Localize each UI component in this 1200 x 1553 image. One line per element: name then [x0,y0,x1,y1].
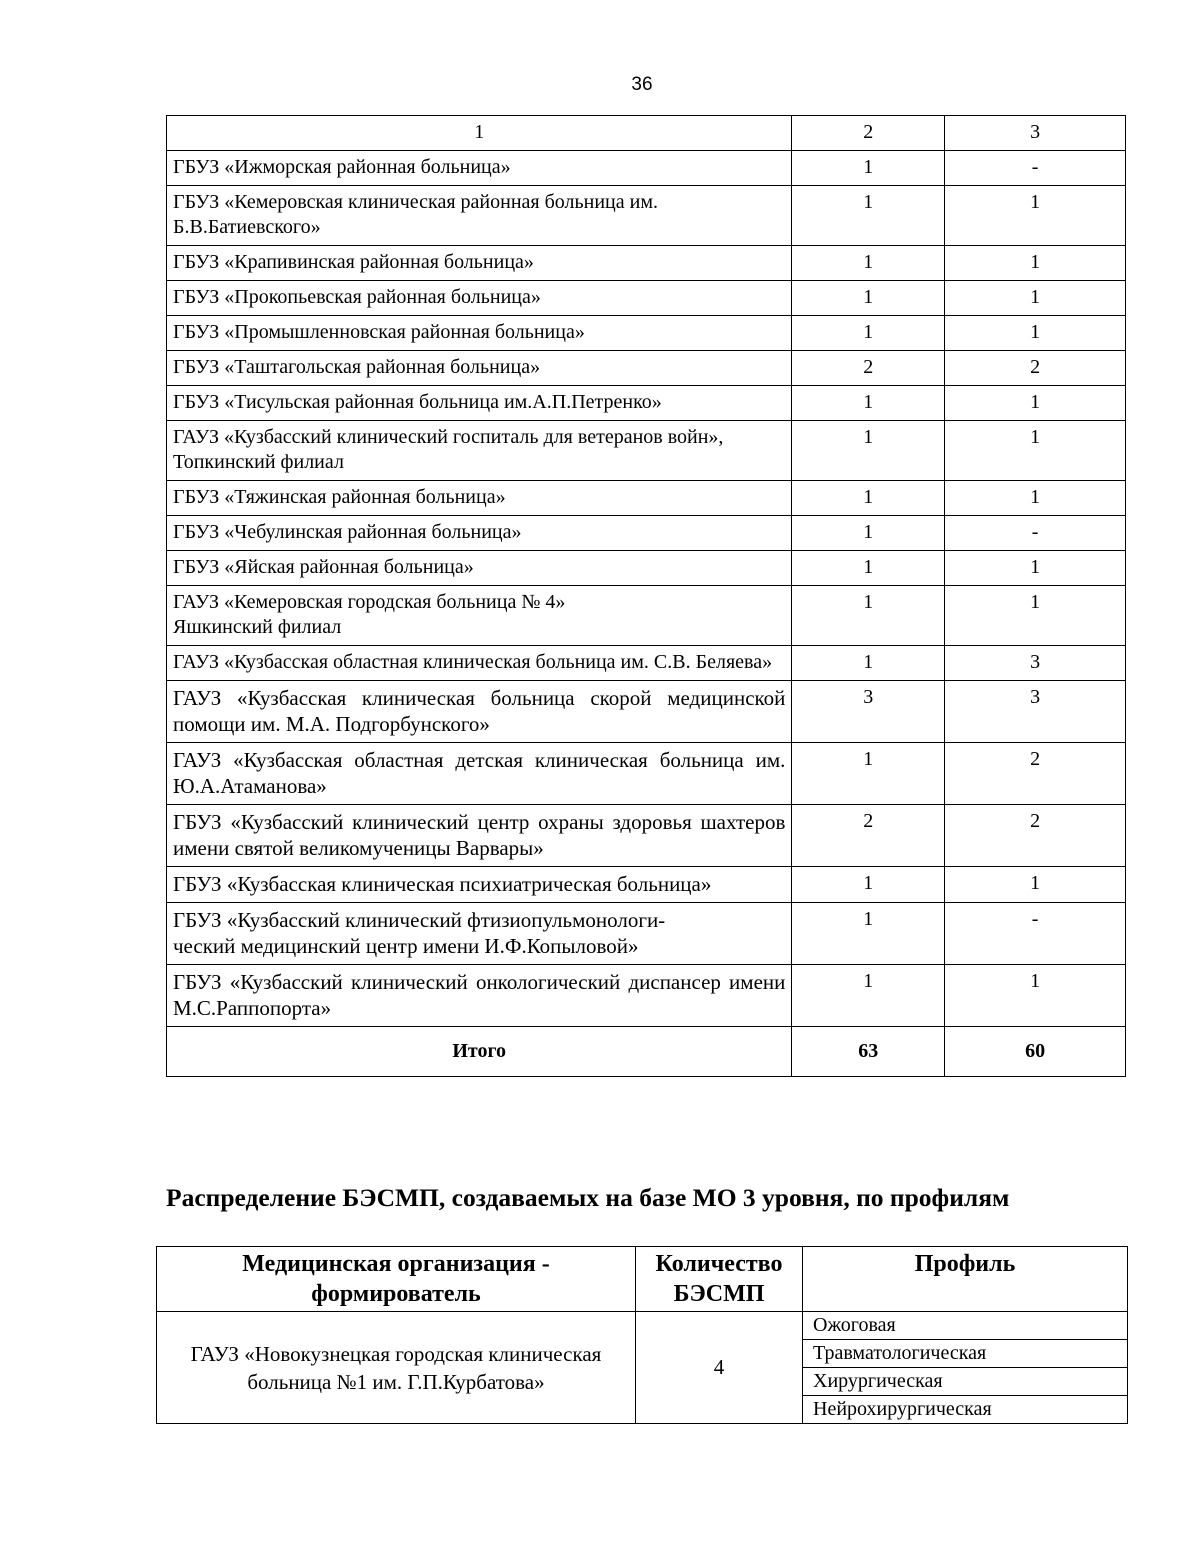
value-col-3: 1 [945,421,1126,481]
table-row [167,481,1126,516]
org-name: ГБУЗ «Кемеровская клиническая районная больница им. Б.В.Батиевского» [167,186,792,246]
value-col-3: 1 [945,316,1126,351]
value-col-2: 1 [792,281,945,316]
table-row [167,551,1126,586]
org-name: ГБУЗ «Ижморская районная больница» [167,151,792,186]
section-title: Распределение БЭСМП, создаваемых на базе МО 3 уровня, по профилям [166,1183,1010,1212]
org-name [167,586,792,646]
table-row [167,186,1126,246]
value-col-3: 1 [945,551,1126,586]
table-row [167,516,1126,551]
org-name: ГБУЗ «Прокопьевская районная больница» [167,281,792,316]
header-count: Количество БЭСМП [636,1247,803,1312]
value-col-3: - [945,516,1126,551]
header-organization: Медицинская организация - формирователь [157,1247,636,1312]
value-col-3: 1 [945,586,1126,646]
value-col-2: 1 [792,867,945,903]
org-name-line-1: ГБУЗ «Кузбасский клинический фтизиопульмонологи- [173,908,666,932]
value-col-3: 1 [945,481,1126,516]
profile-item: Хирургическая [803,1368,1128,1396]
org-name: ГБУЗ «Тяжинская районная больница» [167,481,792,516]
value-col-2: 2 [792,805,945,867]
value-col-3: 1 [945,386,1126,421]
table-row [167,646,1126,681]
value-col-2: 1 [792,903,945,965]
org-name: ГБУЗ «Яйская районная больница» [167,551,792,586]
table-row [167,586,1126,646]
org-name-line-2: Яшкинский филиал [173,616,342,638]
table-row [167,681,1126,743]
org-name: ГАУЗ «Кузбасская областная клиническая больница им. С.В. Беляева» [167,646,792,681]
header-col-3: 3 [945,116,1126,151]
value-col-3: 3 [945,681,1126,743]
value-col-3: 1 [945,867,1126,903]
org-name-line-1: ГАУЗ «Кемеровская городская больница № 4» [173,591,566,613]
organization-name: ГАУЗ «Новокузнецкая городская клиническая больница №1 им. Г.П.Курбатова» [157,1312,636,1424]
value-col-2: 1 [792,965,945,1027]
value-col-3: 1 [945,965,1126,1027]
table-row [167,151,1126,186]
besmp-count: 4 [636,1312,803,1424]
header-col-1: 1 [167,116,792,151]
value-col-2: 1 [792,481,945,516]
table-row [167,421,1126,481]
value-col-2: 1 [792,743,945,805]
total-col-3: 60 [945,1027,1126,1077]
value-col-2: 1 [792,551,945,586]
value-col-3: 1 [945,281,1126,316]
value-col-2: 1 [792,186,945,246]
profile-item: Нейрохирургическая [803,1396,1128,1424]
value-col-3: 1 [945,186,1126,246]
table-row [167,903,1126,965]
profiles-header-row [157,1247,1128,1312]
table-row [167,386,1126,421]
value-col-2: 1 [792,316,945,351]
value-col-2: 2 [792,351,945,386]
total-row [167,1027,1126,1077]
table-row [167,351,1126,386]
header-col-2: 2 [792,116,945,151]
org-name: ГБУЗ «Чебулинская районная больница» [167,516,792,551]
table-row [167,965,1126,1027]
value-col-3: 2 [945,743,1126,805]
org-name [167,903,792,965]
org-name: ГБУЗ «Кузбасский клинический онкологический диспансер имени М.С.Раппопорта» [167,965,792,1027]
total-label: Итого [167,1027,792,1077]
value-col-3: - [945,151,1126,186]
value-col-3: 1 [945,246,1126,281]
value-col-2: 1 [792,586,945,646]
table-row [167,281,1126,316]
value-col-3: - [945,903,1126,965]
value-col-2: 1 [792,646,945,681]
value-col-2: 3 [792,681,945,743]
value-col-3: 2 [945,805,1126,867]
org-name: ГБУЗ «Кузбасская клиническая психиатрическая больница» [167,867,792,903]
profiles-row [157,1312,1128,1340]
org-name-line-2: ческий медицинский центр имени И.Ф.Копыловой» [173,934,639,958]
hospital-beds-table [166,115,1126,1077]
profile-item: Травматологическая [803,1340,1128,1368]
page-number: 36 [631,74,653,95]
table-row [167,867,1126,903]
org-name: ГБУЗ «Таштагольская районная больница» [167,351,792,386]
value-col-3: 3 [945,646,1126,681]
value-col-2: 1 [792,421,945,481]
org-name: ГБУЗ «Крапивинская районная больница» [167,246,792,281]
org-name: ГБУЗ «Тисульская районная больница им.А.П.Петренко» [167,386,792,421]
table-row [167,805,1126,867]
org-name: ГБУЗ «Промышленновская районная больница» [167,316,792,351]
profile-item: Ожоговая [803,1312,1128,1340]
org-name: ГБУЗ «Кузбасский клинический центр охраны здоровья шахтеров имени святой великомученицы Варвары» [167,805,792,867]
total-col-2: 63 [792,1027,945,1077]
value-col-2: 1 [792,246,945,281]
org-name: ГАУЗ «Кузбасская клиническая больница скорой медицинской помощи им. М.А. Подгорбунского» [167,681,792,743]
org-name: ГАУЗ «Кузбасский клинический госпиталь для ветеранов войн», Топкинский филиал [167,421,792,481]
table-row [167,316,1126,351]
value-col-2: 1 [792,151,945,186]
value-col-3: 2 [945,351,1126,386]
table-header-row [167,116,1126,151]
value-col-2: 1 [792,516,945,551]
header-profile: Профиль [803,1247,1128,1312]
value-col-2: 1 [792,386,945,421]
profiles-table [156,1246,1128,1424]
table-row [167,743,1126,805]
table-row [167,246,1126,281]
org-name: ГАУЗ «Кузбасская областная детская клиническая больница им. Ю.А.Атаманова» [167,743,792,805]
